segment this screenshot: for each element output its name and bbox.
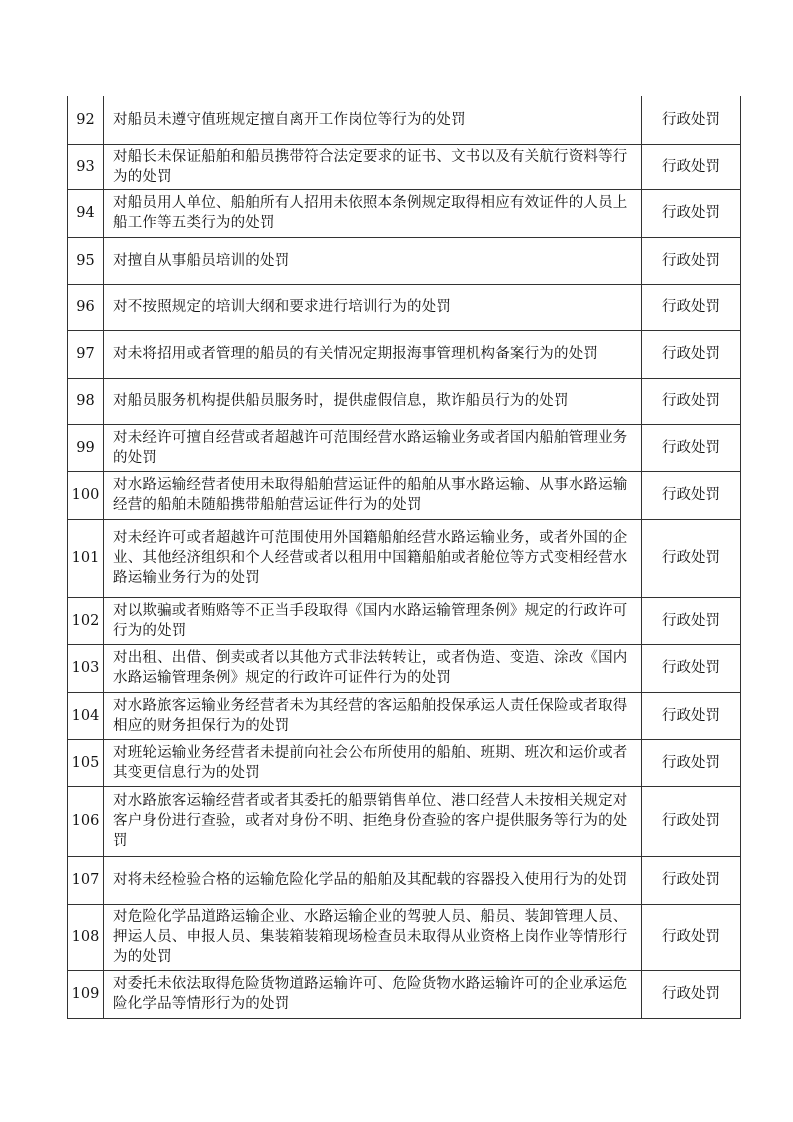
matter-type: 行政处罚 <box>642 904 741 970</box>
table-row <box>68 597 741 644</box>
row-number: 106 <box>68 786 104 856</box>
matter-name: 对船员服务机构提供船员服务时，提供虚假信息，欺诈船员行为的处罚 <box>113 393 569 409</box>
matter-name-cell <box>104 189 642 237</box>
matter-name-cell <box>104 519 642 597</box>
row-number: 104 <box>68 692 104 739</box>
table-row <box>68 692 741 739</box>
matter-name: 对危险化学品道路运输企业、水路运输企业的驾驶人员、船员、装卸管理人员、押运人员、申报人员、集装箱装箱现场检查员未取得从业资格上岗作业等情形行为的处罚 <box>113 909 628 965</box>
matter-name-cell <box>104 597 642 644</box>
matter-type: 行政处罚 <box>642 856 741 904</box>
row-number: 109 <box>68 970 104 1018</box>
matter-type: 行政处罚 <box>642 786 741 856</box>
row-number: 99 <box>68 424 104 471</box>
matter-name: 对水路旅客运输经营者或者其委托的船票销售单位、港口经营人未按相关规定对客户身份进行查验，或者对身份不明、拒绝身份查验的客户提供服务等行为的处罚 <box>113 793 628 849</box>
matter-name: 对不按照规定的培训大纲和要求进行培训行为的处罚 <box>113 299 452 315</box>
matter-name: 对水路运输经营者使用未取得船舶营运证件的船舶从事水路运输、从事水路运输经营的船舶未随船携带船舶营运证件行为的处罚 <box>113 477 628 513</box>
matters-table-body <box>68 96 741 1018</box>
matter-type: 行政处罚 <box>642 970 741 1018</box>
matter-name: 对船员未遵守值班规定擅自离开工作岗位等行为的处罚 <box>113 111 466 128</box>
table-row <box>68 378 741 424</box>
table-row <box>68 96 741 144</box>
row-number: 97 <box>68 330 104 378</box>
matter-name: 对以欺骗或者贿赂等不正当手段取得《国内水路运输管理条例》规定的行政许可行为的处罚 <box>113 602 628 639</box>
matter-name-cell <box>104 856 642 904</box>
table-row <box>68 970 741 1018</box>
matter-type: 行政处罚 <box>642 471 741 519</box>
matter-name-cell <box>104 96 642 144</box>
matter-type: 行政处罚 <box>642 330 741 378</box>
matter-name-cell <box>104 786 642 856</box>
matter-type: 行政处罚 <box>642 189 741 237</box>
row-number: 98 <box>68 378 104 424</box>
matter-name: 对擅自从事船员培训的处罚 <box>113 252 290 269</box>
matter-name-cell <box>104 471 642 519</box>
matter-name: 对未将招用或者管理的船员的有关情况定期报海事管理机构备案行为的处罚 <box>113 346 599 362</box>
matter-type: 行政处罚 <box>642 237 741 284</box>
matter-name: 对船员用人单位、船舶所有人招用未依照本条例规定取得相应有效证件的人员上船工作等五类行为的处罚 <box>113 195 628 231</box>
matter-type: 行政处罚 <box>642 597 741 644</box>
matter-name-cell <box>104 378 642 424</box>
table-row <box>68 237 741 284</box>
matter-name-cell <box>104 970 642 1018</box>
matter-name: 对委托未依法取得危险货物道路运输许可、危险货物水路运输许可的企业承运危险化学品等情形行为的处罚 <box>113 976 628 1012</box>
row-number: 107 <box>68 856 104 904</box>
row-number: 105 <box>68 739 104 786</box>
table-row <box>68 786 741 856</box>
matter-name-cell <box>104 904 642 970</box>
matter-name: 对未经许可擅自经营或者超越许可范围经营水路运输业务或者国内船舶管理业务的处罚 <box>113 429 628 466</box>
matter-type: 行政处罚 <box>642 692 741 739</box>
matter-name-cell <box>104 644 642 692</box>
matter-name-cell <box>104 237 642 284</box>
table-row <box>68 471 741 519</box>
matter-name: 对水路旅客运输业务经营者未为其经营的客运船舶投保承运人责任保险或者取得相应的财务担保行为的处罚 <box>113 697 628 734</box>
matter-name-cell <box>104 692 642 739</box>
matter-name: 对班轮运输业务经营者未提前向社会公布所使用的船舶、班期、班次和运价或者其变更信息行为的处罚 <box>113 744 628 781</box>
matter-name: 对将未经检验合格的运输危险化学品的船舶及其配载的容器投入使用行为的处罚 <box>113 872 628 888</box>
matter-type: 行政处罚 <box>642 144 741 189</box>
matter-name-cell <box>104 739 642 786</box>
matter-type: 行政处罚 <box>642 519 741 597</box>
row-number: 94 <box>68 189 104 237</box>
table-row <box>68 424 741 471</box>
row-number: 101 <box>68 519 104 597</box>
row-number: 93 <box>68 144 104 189</box>
row-number: 96 <box>68 284 104 330</box>
row-number: 95 <box>68 237 104 284</box>
table-row <box>68 856 741 904</box>
table-row <box>68 739 741 786</box>
matter-name-cell <box>104 424 642 471</box>
matter-type: 行政处罚 <box>642 284 741 330</box>
table-row <box>68 330 741 378</box>
table-row <box>68 644 741 692</box>
table-row <box>68 144 741 189</box>
table-row <box>68 519 741 597</box>
matter-name-cell <box>104 284 642 330</box>
row-number: 108 <box>68 904 104 970</box>
matter-name: 对船长未保证船舶和船员携带符合法定要求的证书、文书以及有关航行资料等行为的处罚 <box>113 148 628 185</box>
table-row <box>68 904 741 970</box>
table-row <box>68 189 741 237</box>
matter-type: 行政处罚 <box>642 644 741 692</box>
matter-name: 对出租、出借、倒卖或者以其他方式非法转转让，或者伪造、变造、涂改《国内水路运输管理条例》规定的行政许可证件行为的处罚 <box>113 650 628 686</box>
row-number: 102 <box>68 597 104 644</box>
matter-type: 行政处罚 <box>642 96 741 144</box>
row-number: 100 <box>68 471 104 519</box>
matter-name-cell <box>104 330 642 378</box>
matter-type: 行政处罚 <box>642 378 741 424</box>
row-number: 103 <box>68 644 104 692</box>
table-row <box>68 284 741 330</box>
matter-name-cell <box>104 144 642 189</box>
matter-type: 行政处罚 <box>642 424 741 471</box>
matter-name: 对未经许可或者超越许可范围使用外国籍船舶经营水路运输业务，或者外国的企业、其他经济组织和个人经营或者以租用中国籍船舶或者舱位等方式变相经营水路运输业务行为的处罚 <box>113 530 628 586</box>
row-number: 92 <box>68 96 104 144</box>
matter-type: 行政处罚 <box>642 739 741 786</box>
matters-table <box>67 96 741 1019</box>
